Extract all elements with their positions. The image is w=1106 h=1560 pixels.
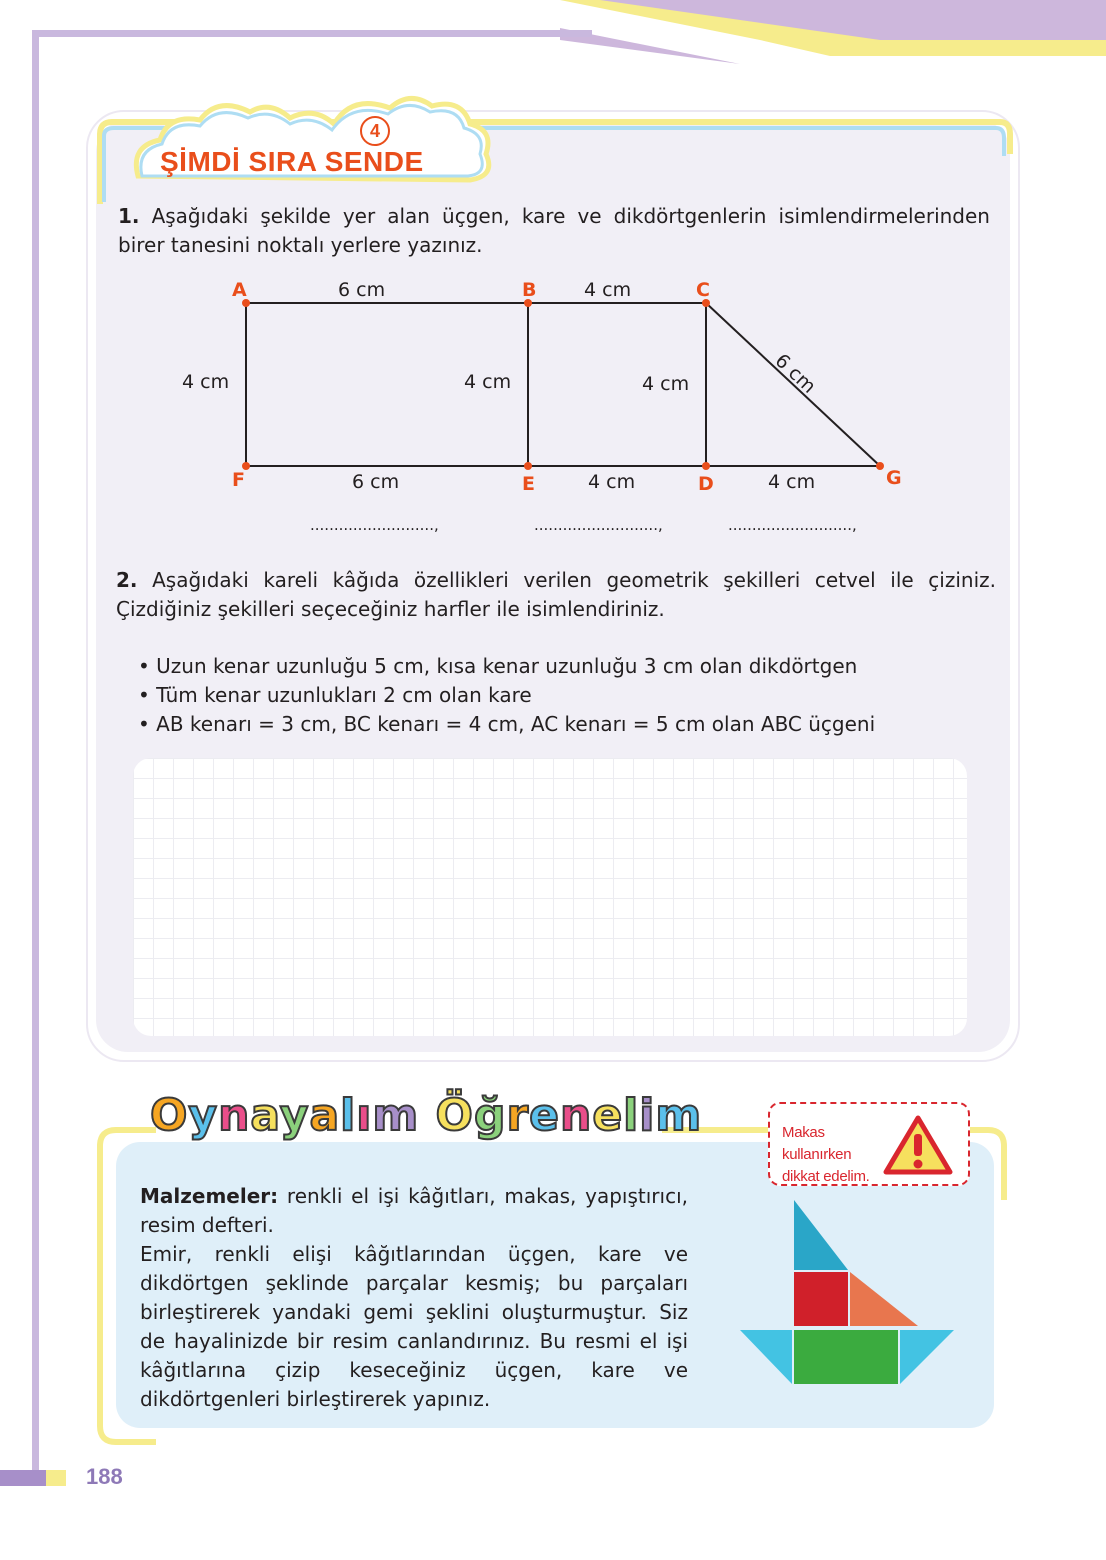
title-letter: ı (356, 1090, 373, 1141)
title-letter: r (506, 1090, 530, 1141)
geometry-figure (160, 270, 940, 540)
label-c: C (696, 279, 710, 301)
length-be: 4 cm (464, 371, 512, 393)
activity-title: ŞİMDİ SIRA SENDE (160, 146, 424, 177)
length-cg: 6 cm (770, 349, 821, 398)
label-g: G (886, 467, 902, 489)
question-1-number: 1. (118, 204, 140, 228)
title-letter: y (279, 1090, 310, 1141)
title-letter: m (655, 1090, 703, 1141)
title-letter: l (340, 1090, 357, 1141)
ship-right-triangle (900, 1330, 954, 1384)
ship-illustration (738, 1198, 960, 1388)
answer-blank-2: .........................., (534, 516, 663, 534)
title-letter: a (309, 1090, 341, 1141)
title-letter: l (623, 1090, 640, 1141)
grid-paper-drawing-area[interactable] (133, 758, 967, 1036)
ship-top-triangle (794, 1200, 848, 1270)
title-letter: n (218, 1090, 251, 1141)
question-2 (116, 566, 996, 624)
page-number: 188 (86, 1464, 123, 1489)
title-letter: e (529, 1090, 560, 1141)
point-d (702, 462, 710, 470)
label-b: B (522, 279, 537, 301)
footer-bar (0, 1470, 46, 1486)
footer-bar-accent (46, 1470, 66, 1486)
length-ab: 6 cm (338, 279, 386, 301)
materials-label: Malzemeler: (140, 1184, 279, 1208)
left-border (32, 30, 39, 1470)
answer-blank-1: .........................., (310, 516, 439, 534)
list-item: • AB kenarı = 3 cm, BC kenarı = 4 cm, AC kenarı = 5 cm olan ABC üçgeni (138, 710, 875, 739)
length-bc: 4 cm (584, 279, 632, 301)
question-1 (118, 202, 990, 260)
title-letter: e (592, 1090, 624, 1141)
materials-text: renkli el işi kâğıtları, makas, yapıştırıcı, resim defteri. (140, 1184, 688, 1237)
length-ed: 4 cm (588, 471, 636, 493)
point-e (524, 462, 532, 470)
warning-text: Makas kullanırken dikkat edelim. (782, 1124, 870, 1185)
title-letter: O (150, 1090, 189, 1141)
title-letter: m (372, 1090, 420, 1141)
warning-icon (882, 1114, 954, 1176)
title-letter: n (559, 1090, 593, 1141)
answer-blank-3: .........................., (728, 516, 857, 534)
title-letter: i (639, 1090, 656, 1141)
label-e: E (522, 473, 535, 495)
top-border (32, 30, 592, 37)
question-2-text: Aşağıdaki kareli kâğıda özellikleri verilen geometrik şekilleri cetvel ile çiziniz. Çizdiğiniz şekilleri seçeceğiniz harfler ile isimlendiriniz. (116, 568, 996, 621)
ship-sail-triangle (850, 1272, 918, 1326)
section-2-text (140, 1182, 688, 1414)
ship-red-square (794, 1272, 848, 1326)
title-letter: Ö (435, 1090, 474, 1141)
activity-description: Emir, renkli elişi kâğıtlarından üçgen, kare ve dikdörtgen şeklinde parçalar kesmiş; bu parçaları birleştirerek yandaki gemi şeklini oluşturmuştur. Siz de hayalinizde bir resim canlandırınız. Bu resmi el işi kâğıtlarına çizip keseceğiniz üçgen, kare ve dikdörtgenleri birleştirerek yapınız. (140, 1242, 688, 1411)
ship-left-triangle (740, 1330, 792, 1384)
length-af: 4 cm (182, 371, 230, 393)
title-letter: y (188, 1090, 219, 1141)
ship-green-rectangle (794, 1330, 898, 1384)
title-letter: a (250, 1090, 280, 1141)
title-letter: ğ (473, 1090, 507, 1141)
label-f: F (232, 469, 245, 491)
length-cd: 4 cm (642, 373, 690, 395)
list-item: • Tüm kenar uzunlukları 2 cm olan kare (138, 681, 875, 710)
title-letter (419, 1090, 435, 1141)
requirements-list (138, 652, 875, 739)
question-1-text: Aşağıdaki şekilde yer alan üçgen, kare ve dikdörtgenlerin isimlendirmelerinden birer tanesini noktalı yerlere yazınız. (118, 204, 990, 257)
question-2-number: 2. (116, 568, 138, 592)
point-g (876, 462, 884, 470)
label-d: D (698, 473, 714, 495)
label-a: A (232, 279, 247, 301)
top-decoration (0, 0, 1106, 80)
length-dg: 4 cm (768, 471, 816, 493)
section-2-title (150, 1090, 702, 1141)
list-item: • Uzun kenar uzunluğu 5 cm, kısa kenar uzunluğu 3 cm olan dikdörtgen (138, 652, 875, 681)
length-fe: 6 cm (352, 471, 400, 493)
activity-number: 4 (360, 116, 390, 146)
